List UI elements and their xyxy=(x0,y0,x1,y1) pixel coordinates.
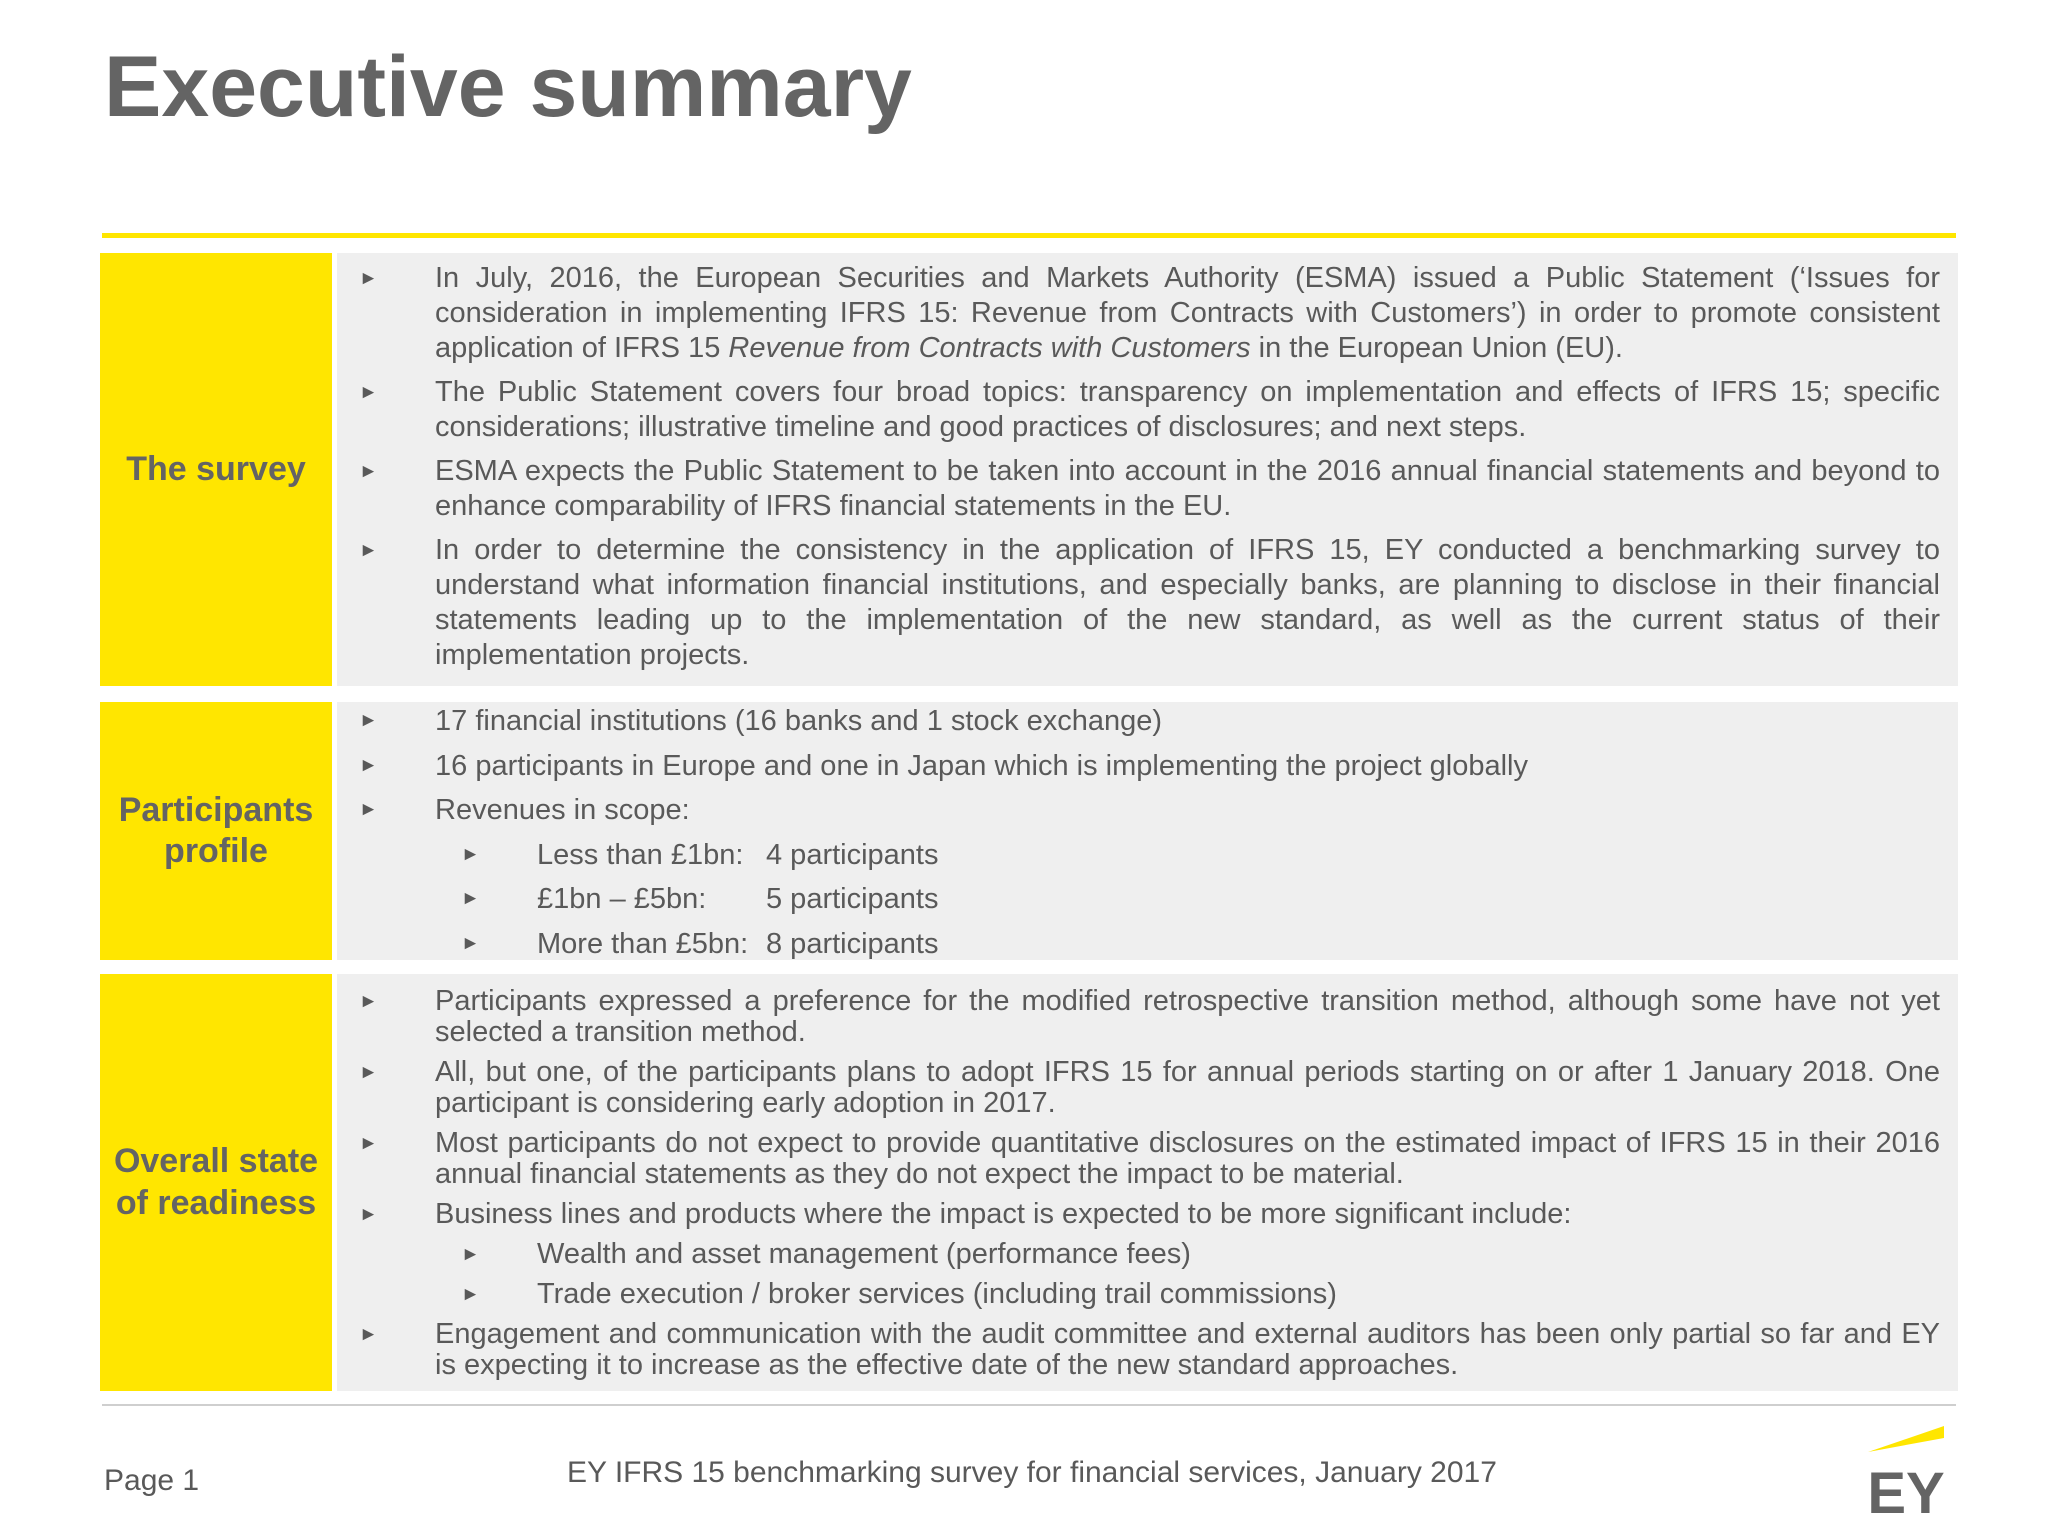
section-label: Overall state of readiness xyxy=(100,974,332,1391)
bullet-item: ► In order to determine the consistency in the application of IFRS 15, EY conducted a benchmarking survey to understand what information financial institutions, and especially banks, are planning to disclose in their financial statements leading up to the implementation of the new standard, as well as the current status of their implementation projects. xyxy=(337,533,1940,673)
bullet-item: ► Engagement and communication with the audit committee and external auditors has been only partial so far and EY is expecting it to increase as the effective date of the new standard approaches. xyxy=(337,1319,1940,1381)
bullet-item: ► ESMA expects the Public Statement to be taken into account in the 2016 annual financial statements and beyond to enhance comparability of IFRS financial statements in the EU. xyxy=(337,454,1940,524)
footer-caption: EY IFRS 15 benchmarking survey for financial services, January 2017 xyxy=(567,1456,1497,1489)
section-body xyxy=(337,974,1958,1391)
section-participants-profile xyxy=(100,702,1958,960)
page-title: Executive summary xyxy=(104,39,912,135)
section-body xyxy=(337,702,1958,960)
title-divider xyxy=(102,233,1956,238)
section-label: The survey xyxy=(100,253,332,686)
bullet-item: ► Most participants do not expect to provide quantitative disclosures on the estimated impact of IFRS 15 in their 2016 annual financial statements as they do not expect the impact to be material. xyxy=(337,1128,1940,1190)
sub-bullet-item: ► £1bn – £5bn: 5 participants xyxy=(337,880,1940,918)
sub-bullet-item: ► Wealth and asset management (performance fees) xyxy=(337,1239,1940,1270)
section-label: Participants profile xyxy=(100,702,332,960)
sub-bullet-item: ► More than £5bn: 8 participants xyxy=(337,925,1940,963)
bullet-item: ► The Public Statement covers four broad topics: transparency on implementation and effects of IFRS 15; specific considerations; illustrative timeline and good practices of disclosures; and next steps. xyxy=(337,375,1940,445)
bullet-item: ► Business lines and products where the impact is expected to be more significant include: xyxy=(337,1199,1940,1230)
bullet-item: ► Participants expressed a preference for the modified retrospective transition method, although some have not yet selected a transition method. xyxy=(337,986,1940,1048)
bullet-item: ► All, but one, of the participants plans to adopt IFRS 15 for annual periods starting on or after 1 January 2018. One participant is considering early adoption in 2017. xyxy=(337,1057,1940,1119)
footer-divider xyxy=(102,1404,1956,1406)
ey-logo-icon xyxy=(1864,1420,1948,1516)
sub-bullet-item: ► Less than £1bn: 4 participants xyxy=(337,836,1940,874)
page-number: Page 1 xyxy=(104,1464,200,1497)
sub-bullet-item: ► Trade execution / broker services (including trail commissions) xyxy=(337,1279,1940,1310)
bullet-item: ► 17 financial institutions (16 banks and 1 stock exchange) xyxy=(337,702,1940,740)
section-the-survey xyxy=(100,253,1958,686)
section-overall-state-of-readiness xyxy=(100,974,1958,1391)
svg-text:EY: EY xyxy=(1867,1461,1945,1516)
bullet-item: ► Revenues in scope: xyxy=(337,791,1940,829)
bullet-item: ► In July, 2016, the European Securities and Markets Authority (ESMA) issued a Public Statement (‘Issues for consideration in implementing IFRS 15: Revenue from Contracts with Customers’) in order to promote consistent application of IFRS 15 Revenue from Contracts with Customers in the European Union (EU). xyxy=(337,261,1940,366)
section-body xyxy=(337,253,1958,686)
bullet-item: ► 16 participants in Europe and one in Japan which is implementing the project globally xyxy=(337,747,1940,785)
